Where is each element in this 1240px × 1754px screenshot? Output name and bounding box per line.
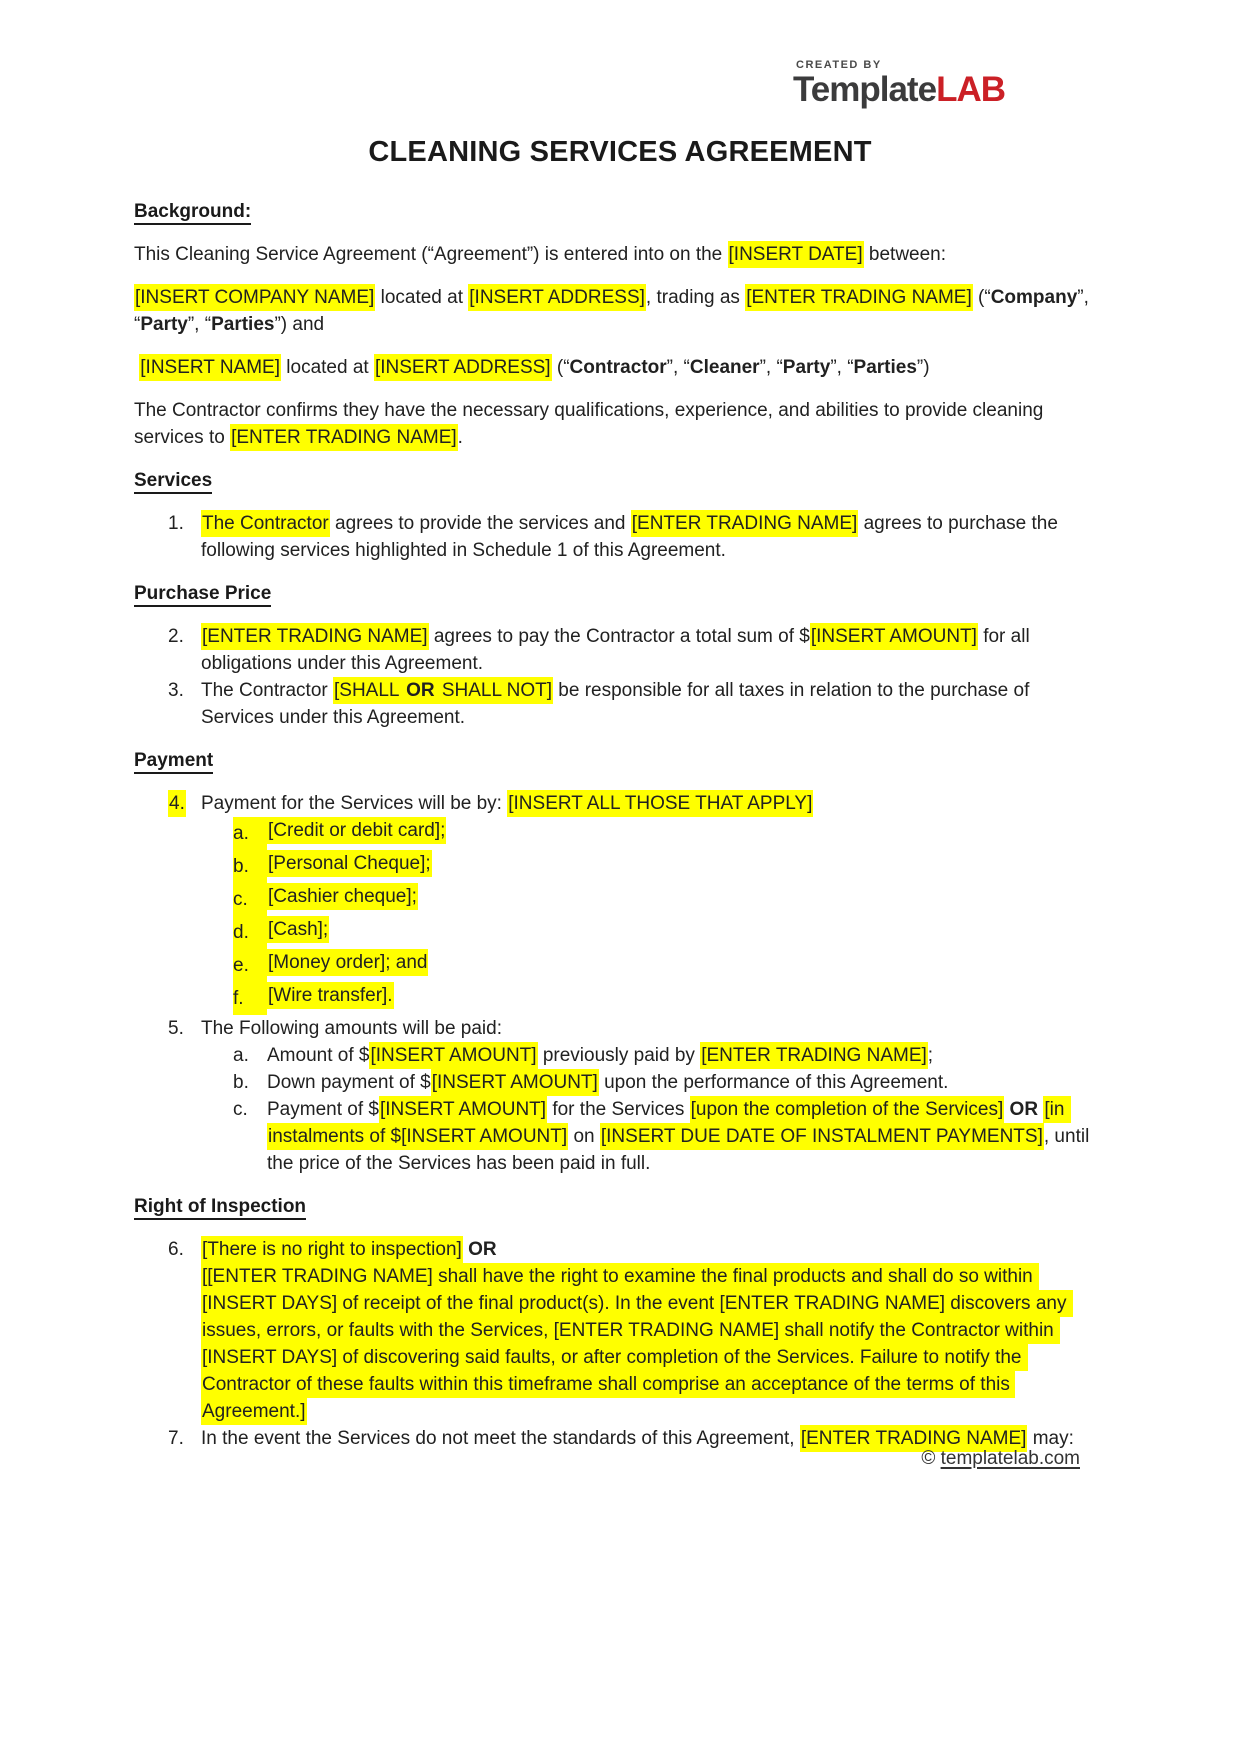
placeholder-highlight: [ENTER TRADING NAME] bbox=[201, 623, 429, 650]
list-marker: b. bbox=[233, 850, 267, 883]
sub-list-item bbox=[134, 949, 1106, 982]
text-run: OR bbox=[468, 1239, 497, 1260]
placeholder-highlight: [upon the completion of the Services] bbox=[690, 1096, 1005, 1123]
text-run: , trading as bbox=[645, 287, 746, 308]
text-run: located at bbox=[375, 287, 469, 308]
text-run: In the event the Services do not meet the standards of this Agreement, bbox=[201, 1428, 800, 1449]
sub-list-item bbox=[134, 850, 1106, 883]
placeholder-highlight: [Cash]; bbox=[267, 916, 329, 943]
text-run: (“ bbox=[972, 287, 991, 308]
list-marker: 2. bbox=[168, 626, 184, 647]
text-run: Payment for the Services will be by: bbox=[201, 793, 508, 814]
list-marker: 6. bbox=[168, 1239, 184, 1260]
logo-created-by-label: CREATED BY bbox=[796, 59, 882, 71]
section-heading-text: Right of Inspection bbox=[134, 1196, 306, 1220]
placeholder-highlight: [ENTER TRADING NAME] bbox=[745, 284, 973, 311]
text-run: ”) bbox=[916, 357, 930, 378]
list-item bbox=[134, 1015, 1106, 1042]
doc-paragraph bbox=[134, 241, 1106, 268]
list-marker: d. bbox=[233, 916, 267, 949]
list-item-text bbox=[267, 1069, 1106, 1096]
text-run: be responsible for all taxes in relation to the purchase of Services under this Agreement. bbox=[201, 680, 1035, 728]
placeholder-highlight: [INSERT AMOUNT] bbox=[431, 1069, 599, 1096]
placeholder-highlight: [Personal Cheque]; bbox=[267, 850, 432, 877]
text-run: , until the price of the Services has been paid in full. bbox=[267, 1126, 1095, 1174]
list-item bbox=[134, 1236, 1106, 1425]
section-heading-text: Purchase Price bbox=[134, 583, 271, 607]
text-run: Amount of $ bbox=[267, 1045, 370, 1066]
placeholder-highlight: [INSERT AMOUNT] bbox=[369, 1042, 537, 1069]
placeholder-highlight: [INSERT ADDRESS] bbox=[468, 284, 646, 311]
text-run: for all obligations under this Agreement. bbox=[201, 626, 1035, 674]
text-run: Parties bbox=[853, 357, 917, 378]
sub-list-item bbox=[134, 817, 1106, 850]
logo-lab-text: LAB bbox=[936, 70, 1005, 109]
section-heading-text: Services bbox=[134, 470, 212, 494]
sub-list-item bbox=[134, 982, 1106, 1015]
text-run: agrees to purchase the following services highlighted in Schedule 1 of this Agreement. bbox=[201, 513, 1064, 561]
text-run: ”) and bbox=[274, 314, 325, 335]
placeholder-highlight: [ENTER TRADING NAME] bbox=[230, 424, 458, 451]
logo-wordmark bbox=[793, 72, 1005, 107]
list-item-text bbox=[267, 1042, 1106, 1069]
list-item-text bbox=[201, 1015, 1106, 1042]
sub-list-item bbox=[134, 1096, 1106, 1177]
text-run: agrees to provide the services and bbox=[329, 513, 631, 534]
list-marker: 7. bbox=[168, 1428, 184, 1449]
placeholder-highlight: [Credit or debit card]; bbox=[267, 817, 446, 844]
text-run: The Following amounts will be paid: bbox=[201, 1018, 502, 1039]
text-run: on bbox=[568, 1126, 600, 1147]
text-run: between: bbox=[863, 244, 947, 265]
sub-list-item bbox=[134, 1042, 1106, 1069]
section-heading-text: Background: bbox=[134, 201, 251, 225]
list-item bbox=[134, 790, 1106, 817]
text-run: may: bbox=[1027, 1428, 1074, 1449]
list-item-text bbox=[201, 677, 1106, 731]
doc-paragraph bbox=[134, 397, 1106, 451]
placeholder-highlight: [ENTER TRADING NAME] bbox=[800, 1425, 1028, 1452]
text-run: ”, “ bbox=[187, 314, 212, 335]
list-marker: c. bbox=[233, 883, 267, 916]
placeholder-highlight: [INSERT AMOUNT] bbox=[810, 623, 978, 650]
text-run: for the Services bbox=[547, 1099, 690, 1120]
section-heading bbox=[134, 747, 1106, 774]
placeholder-highlight: [INSERT NAME] bbox=[139, 354, 281, 381]
placeholder-highlight: [There is no right to inspection] bbox=[201, 1236, 463, 1263]
text-run: Down payment of $ bbox=[267, 1072, 431, 1093]
text-run: This Cleaning Service Agreement (“Agreement”) is entered into on the bbox=[134, 244, 728, 265]
section-heading bbox=[134, 580, 1106, 607]
text-run: ”, “ bbox=[134, 287, 1095, 335]
placeholder-highlight: [INSERT ADDRESS] bbox=[374, 354, 552, 381]
sub-list-item bbox=[134, 1069, 1106, 1096]
text-run: The Contractor bbox=[201, 680, 333, 701]
footer bbox=[921, 1448, 1080, 1470]
placeholder-highlight: The Contractor bbox=[201, 510, 330, 537]
placeholder-highlight: [INSERT DUE DATE OF INSTALMENT PAYMENTS] bbox=[600, 1123, 1044, 1150]
list-item-text bbox=[201, 510, 1106, 564]
text-run: (“ bbox=[551, 357, 570, 378]
list-item bbox=[134, 677, 1106, 731]
placeholder-highlight: [ENTER TRADING NAME] bbox=[700, 1042, 928, 1069]
placeholder-highlight: [Money order]; and bbox=[267, 949, 428, 976]
section-heading bbox=[134, 467, 1106, 494]
placeholder-highlight: [SHALL bbox=[333, 677, 405, 704]
sub-list-item bbox=[134, 916, 1106, 949]
doc-paragraph bbox=[134, 354, 1106, 381]
list-item-text bbox=[267, 883, 1106, 916]
list-item-text bbox=[267, 949, 1106, 982]
doc-paragraph bbox=[134, 284, 1106, 338]
list-marker: 4. bbox=[168, 790, 201, 817]
text-run: ”, “ bbox=[830, 357, 854, 378]
text-run: agrees to pay the Contractor a total sum of $ bbox=[428, 626, 810, 647]
text-run: . bbox=[457, 427, 463, 448]
copyright-symbol: © bbox=[921, 1448, 941, 1469]
placeholder-highlight: [INSERT COMPANY NAME] bbox=[134, 284, 375, 311]
list-item bbox=[134, 623, 1106, 677]
list-item-text bbox=[267, 1096, 1106, 1177]
list-marker: 1. bbox=[168, 513, 184, 534]
list-item-text bbox=[267, 982, 1106, 1015]
list-item-text bbox=[267, 916, 1106, 949]
placeholder-highlight: [Wire transfer]. bbox=[267, 982, 394, 1009]
list-marker: 3. bbox=[168, 680, 184, 701]
list-item-text bbox=[267, 850, 1106, 883]
placeholder-highlight: [Cashier cheque]; bbox=[267, 883, 418, 910]
list-marker: 5. bbox=[168, 1018, 184, 1039]
text-run: ”, “ bbox=[666, 357, 690, 378]
list-marker: b. bbox=[233, 1072, 249, 1093]
text-run: Contractor bbox=[569, 357, 667, 378]
list-item-text bbox=[201, 1236, 1106, 1425]
list-marker: e. bbox=[233, 949, 267, 982]
text-run: ; bbox=[927, 1045, 934, 1066]
placeholder-highlight: [ENTER TRADING NAME] bbox=[631, 510, 859, 537]
text-run: Parties bbox=[211, 314, 275, 335]
section-heading bbox=[134, 1193, 1106, 1220]
text-run: The Contractor confirms they have the necessary qualifications, experience, and abilities to provide cleaning services to bbox=[134, 400, 1049, 448]
placeholder-highlight: OR bbox=[405, 677, 436, 704]
placeholder-highlight: [INSERT DATE] bbox=[728, 241, 864, 268]
section-heading-text: Payment bbox=[134, 750, 213, 774]
placeholder-highlight: [INSERT AMOUNT] bbox=[379, 1096, 547, 1123]
sub-list-item bbox=[134, 883, 1106, 916]
list-item-text bbox=[267, 817, 1106, 850]
document-title: CLEANING SERVICES AGREEMENT bbox=[368, 136, 872, 168]
text-run: previously paid by bbox=[537, 1045, 701, 1066]
placeholder-highlight: [INSERT ALL THOSE THAT APPLY] bbox=[507, 790, 813, 817]
text-run: upon the performance of this Agreement. bbox=[598, 1072, 949, 1093]
list-item bbox=[134, 510, 1106, 564]
list-marker: a. bbox=[233, 817, 267, 850]
placeholder-highlight: [in instalments of $[INSERT AMOUNT] bbox=[267, 1096, 1071, 1150]
footer-link[interactable]: templatelab.com bbox=[940, 1448, 1080, 1469]
text-run: Cleaner bbox=[689, 357, 760, 378]
document-body bbox=[134, 198, 1106, 1452]
text-run: OR bbox=[1009, 1099, 1039, 1120]
text-run: Payment of $ bbox=[267, 1099, 379, 1120]
text-run: Party bbox=[782, 357, 831, 378]
text-run: Party bbox=[140, 314, 188, 335]
placeholder-highlight: [[ENTER TRADING NAME] shall have the right to examine the final products and shall do so within [INSERT DAYS] of receipt of the final product(s). In the event [ENTER TRADING NAME] discovers any issues, errors, or faults with the Services, [ENTER TRADING NAME] shall notify the Contractor within [INSERT DAYS] of discovering said faults, or after completion of the Services. Failure to notify the Contractor of these faults within this timeframe shall comprise an acceptance of the terms of this Agreement.] bbox=[201, 1263, 1073, 1425]
list-item-text bbox=[201, 790, 1106, 817]
list-marker: c. bbox=[233, 1099, 248, 1120]
logo-template-text: Template bbox=[793, 70, 937, 109]
list-marker: f. bbox=[233, 982, 267, 1015]
templatelab-logo bbox=[793, 60, 1005, 107]
text-run: Company bbox=[990, 287, 1078, 308]
list-marker: a. bbox=[233, 1045, 249, 1066]
section-heading bbox=[134, 198, 1106, 225]
placeholder-highlight: SHALL NOT] bbox=[436, 677, 553, 704]
text-run: located at bbox=[281, 357, 374, 378]
list-item-text bbox=[201, 623, 1106, 677]
text-run: ”, “ bbox=[759, 357, 783, 378]
